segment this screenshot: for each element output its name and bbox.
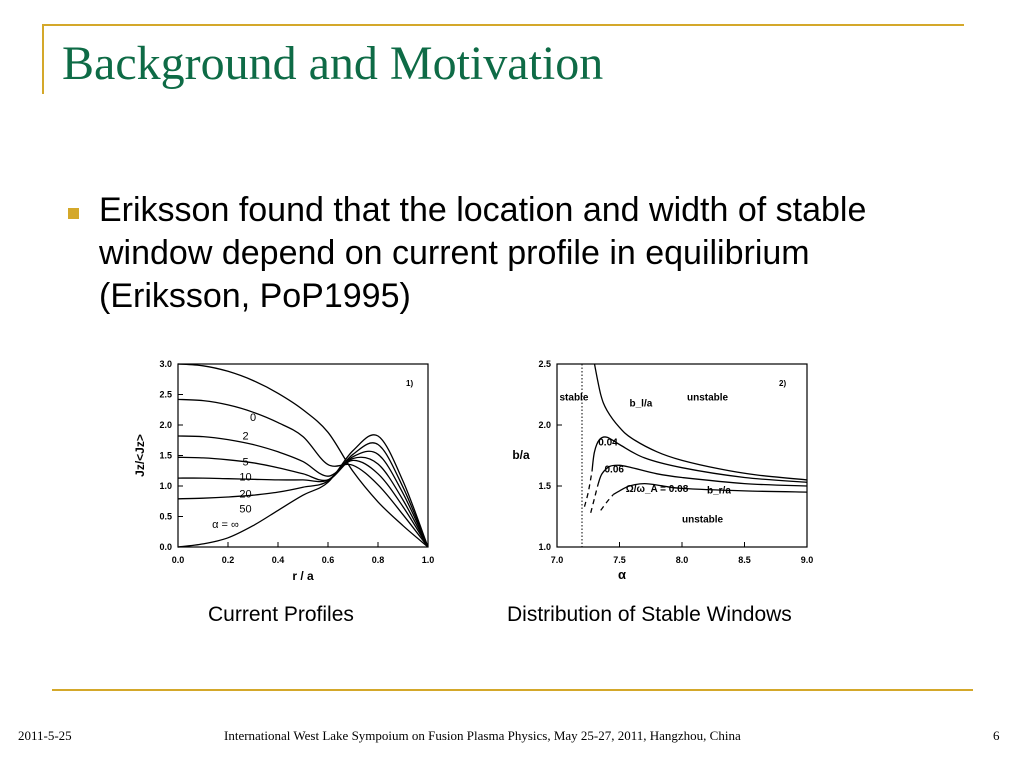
windows-y-tick-label: 2.0 — [538, 420, 551, 430]
window-curve — [595, 364, 808, 480]
dashed-branch — [591, 484, 599, 513]
profiles-y-tick-label: 0.0 — [159, 542, 172, 552]
profiles-x-tick-label: 0.0 — [171, 555, 185, 565]
profiles-y-tick-label: 0.5 — [159, 511, 172, 522]
windows-y-tick-label: 1.0 — [538, 542, 551, 552]
window-curve — [598, 465, 807, 486]
page-number: 6 — [993, 728, 1000, 743]
caption-current-profiles: Current Profiles — [208, 603, 354, 626]
panel-label: 1) — [406, 379, 414, 388]
profiles-y-tick-label: 1.5 — [159, 450, 172, 461]
profile-curve-label: 10 — [239, 471, 252, 484]
profiles-y-tick-label: 3.0 — [159, 359, 172, 369]
caption-stable-windows: Distribution of Stable Windows — [507, 603, 792, 626]
profile-curve-label: 20 — [239, 488, 252, 501]
window-annotation: 0.04 — [598, 437, 618, 449]
frame-top-rule — [42, 24, 964, 26]
profiles-y-tick-label: 2.5 — [159, 389, 172, 400]
profiles-x-tick-label: 0.8 — [371, 555, 385, 565]
y-axis-label: Jz/<Jz> — [133, 434, 147, 477]
profile-curve-label: 0 — [249, 412, 257, 425]
window-annotation: 0.06 — [604, 464, 624, 476]
panel-label: 2) — [779, 379, 787, 388]
profile-curve-label: 50 — [239, 503, 252, 516]
profile-curve-label: 5 — [242, 456, 249, 469]
window-curve — [592, 437, 807, 482]
stable-windows-chart — [495, 350, 830, 590]
window-annotation: stable — [559, 392, 589, 404]
window-annotation: unstable — [687, 392, 729, 404]
x-axis-label: r / a — [292, 569, 314, 583]
windows-x-tick-label: 9.0 — [800, 555, 814, 565]
windows-x-tick-label: 8.0 — [675, 555, 689, 565]
window-annotation: b_l/a — [629, 398, 653, 410]
frame-left-rule — [42, 24, 44, 94]
profiles-x-tick-label: 1.0 — [421, 555, 435, 565]
profiles-y-tick-label: 2.0 — [159, 420, 172, 430]
window-annotation: Ω/ω_A = 0.08 — [625, 484, 689, 496]
windows-x-tick-label: 7.5 — [613, 555, 626, 565]
x-axis-label: α — [618, 567, 626, 582]
profiles-x-tick-label: 0.6 — [321, 555, 335, 565]
y-axis-label: b/a — [512, 448, 530, 462]
profiles-y-tick-label: 1.0 — [159, 481, 172, 491]
windows-y-tick-label: 1.5 — [538, 481, 551, 491]
profiles-x-tick-label: 0.4 — [271, 555, 285, 565]
window-annotation: b_r/a — [707, 485, 731, 497]
slide-title: Background and Motivation — [62, 37, 604, 90]
dashed-branch — [601, 495, 614, 511]
frame-bottom-rule — [52, 689, 973, 691]
dashed-branch — [585, 471, 593, 506]
windows-x-tick-label: 7.0 — [550, 555, 564, 565]
bullet-marker — [68, 208, 79, 219]
windows-x-tick-label: 8.5 — [738, 555, 751, 565]
profile-curve-label: 2 — [242, 430, 249, 443]
current-profiles-chart — [130, 350, 460, 590]
bullet-text: Eriksson found that the location and width of stable window depend on current profile in equilibrium (Eriksson, PoP1995) — [99, 191, 867, 315]
footer-date: 2011-5-25 — [18, 728, 72, 743]
profiles-x-tick-label: 0.2 — [221, 555, 235, 565]
window-annotation: unstable — [682, 514, 724, 526]
footer-conference: International West Lake Sympoium on Fusion Plasma Physics, May 25-27, 2011, Hangzhou, China — [224, 728, 741, 743]
profile-curve-label: α = ∞ — [212, 518, 239, 531]
windows-y-tick-label: 2.5 — [538, 359, 551, 369]
